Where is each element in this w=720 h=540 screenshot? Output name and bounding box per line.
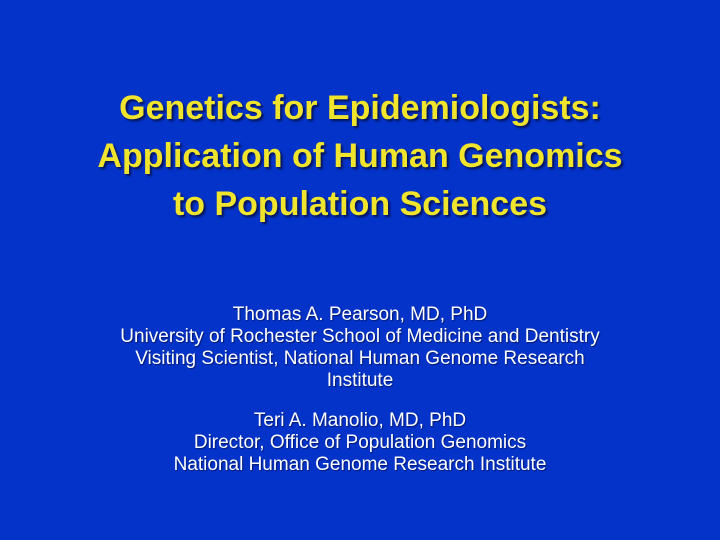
speaker-name: Thomas A. Pearson, MD, PhD [232,304,488,325]
slide-title [0,84,720,228]
speaker-role: Director, Office of Population Genomics [193,432,527,453]
title-line: Genetics for Epidemiologists: [119,89,601,127]
speaker-role-wrap: Institute [326,370,394,391]
speaker-credits [0,304,720,476]
title-line: Application of Human Genomics [97,137,623,175]
speaker-role: Visiting Scientist, National Human Genome Research [135,348,585,369]
speaker-affiliation: University of Rochester School of Medicine and Dentistry [120,326,600,347]
speaker-name: Teri A. Manolio, MD, PhD [253,410,467,431]
speaker-block-manolio [0,410,720,476]
title-line: to Population Sciences [172,185,548,223]
speaker-block-pearson [0,304,720,392]
speaker-affiliation: National Human Genome Research Institute [173,454,547,475]
